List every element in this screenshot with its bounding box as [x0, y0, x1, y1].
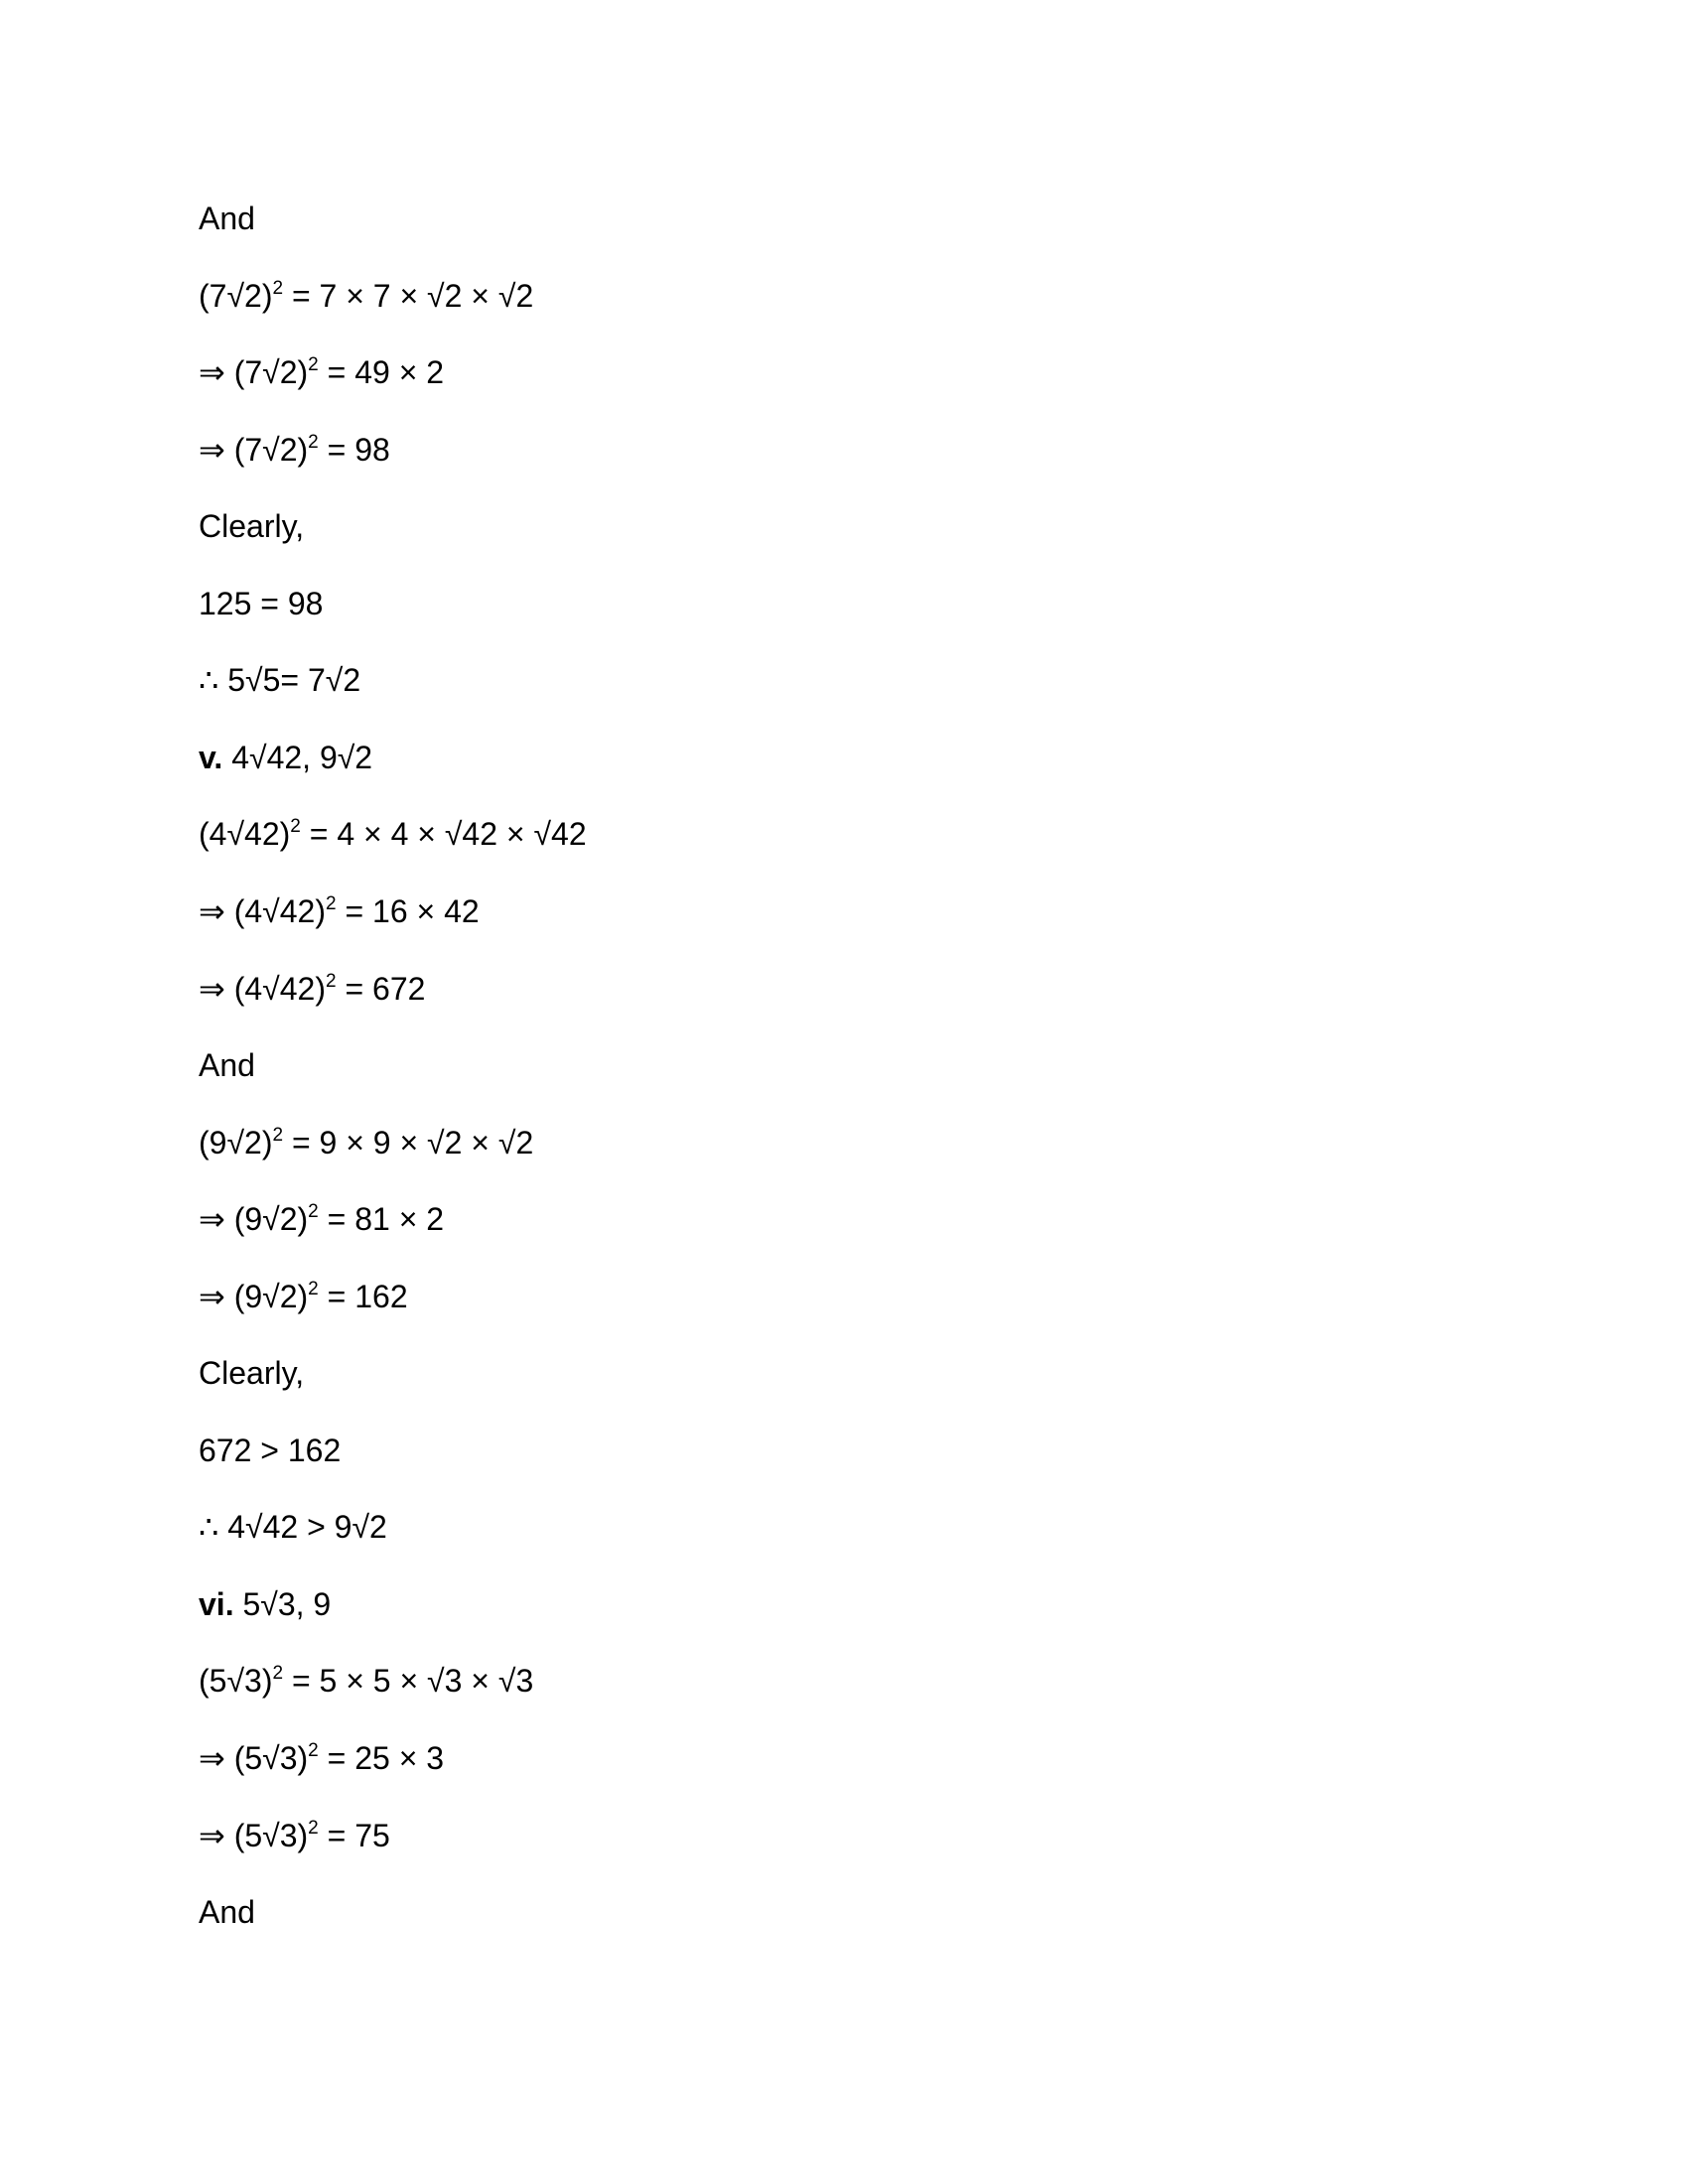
exponent: 2	[290, 816, 301, 838]
document-line	[199, 1816, 390, 1855]
exponent: 2	[325, 893, 337, 915]
document-line	[199, 1738, 444, 1778]
document-line	[199, 1584, 331, 1624]
document-line	[199, 430, 390, 470]
exponent: 2	[308, 1740, 319, 1762]
math-text: ⇒ (9√2)	[199, 1201, 309, 1237]
exponent: 2	[308, 432, 319, 454]
document-line	[199, 1045, 255, 1085]
math-text: = 5 × 5 × √3 × √3	[283, 1663, 534, 1699]
document-line	[199, 1277, 408, 1316]
document-line	[199, 660, 360, 700]
math-text: = 75	[318, 1818, 390, 1853]
math-text: Clearly,	[199, 508, 305, 544]
document-line	[199, 814, 587, 854]
math-text: = 162	[318, 1279, 408, 1314]
math-text: ⇒ (9√2)	[199, 1279, 309, 1314]
math-text: = 81 × 2	[318, 1201, 445, 1237]
exponent: 2	[308, 354, 319, 376]
exponent: 2	[308, 1201, 319, 1223]
document-line	[199, 1892, 255, 1932]
math-text: = 672	[336, 971, 426, 1007]
math-text: 5√3, 9	[233, 1586, 332, 1622]
document-line	[199, 1123, 533, 1162]
math-text: (9√2)	[199, 1125, 273, 1160]
exponent: 2	[272, 1663, 284, 1685]
exponent: 2	[325, 971, 337, 993]
item-label: vi.	[199, 1586, 234, 1622]
math-text: ⇒ (5√3)	[199, 1818, 309, 1853]
math-text: And	[199, 201, 255, 236]
document-line	[199, 1661, 533, 1701]
document-line	[199, 1353, 304, 1393]
math-text: = 98	[318, 432, 390, 468]
document-line	[199, 738, 372, 777]
math-text: Clearly,	[199, 1355, 305, 1391]
document-line	[199, 1507, 387, 1547]
document-line	[199, 352, 444, 392]
document-line	[199, 891, 480, 931]
math-text: ⇒ (4√42)	[199, 893, 326, 929]
exponent: 2	[308, 1818, 319, 1840]
math-text: (5√3)	[199, 1663, 273, 1699]
math-text: ⇒ (7√2)	[199, 354, 309, 390]
item-label: v.	[199, 740, 223, 775]
math-text: = 49 × 2	[318, 354, 445, 390]
document-line	[199, 1199, 444, 1239]
math-text: = 9 × 9 × √2 × √2	[283, 1125, 534, 1160]
math-text: ∴ 4√42 > 9√2	[199, 1509, 387, 1545]
math-text: And	[199, 1047, 255, 1083]
math-text: 4√42, 9√2	[222, 740, 373, 775]
exponent: 2	[272, 278, 284, 300]
math-text: ⇒ (4√42)	[199, 971, 326, 1007]
document-line	[199, 199, 255, 238]
math-text: (4√42)	[199, 816, 291, 852]
math-text: ⇒ (5√3)	[199, 1740, 309, 1776]
document-line	[199, 506, 304, 546]
math-text: 672 > 162	[199, 1433, 342, 1468]
math-text: ⇒ (7√2)	[199, 432, 309, 468]
exponent: 2	[272, 1125, 284, 1147]
math-text: = 25 × 3	[318, 1740, 445, 1776]
document-line	[199, 276, 533, 316]
math-text: (7√2)	[199, 278, 273, 314]
math-text: = 4 × 4 × √42 × √42	[300, 816, 587, 852]
exponent: 2	[308, 1279, 319, 1300]
math-text: And	[199, 1894, 255, 1930]
math-text: ∴ 5√5= 7√2	[199, 662, 361, 698]
math-text: = 16 × 42	[336, 893, 480, 929]
document-line	[199, 969, 425, 1009]
document-line	[199, 1431, 341, 1470]
math-text: = 7 × 7 × √2 × √2	[283, 278, 534, 314]
document-line	[199, 584, 323, 623]
math-text: 125 = 98	[199, 586, 324, 621]
